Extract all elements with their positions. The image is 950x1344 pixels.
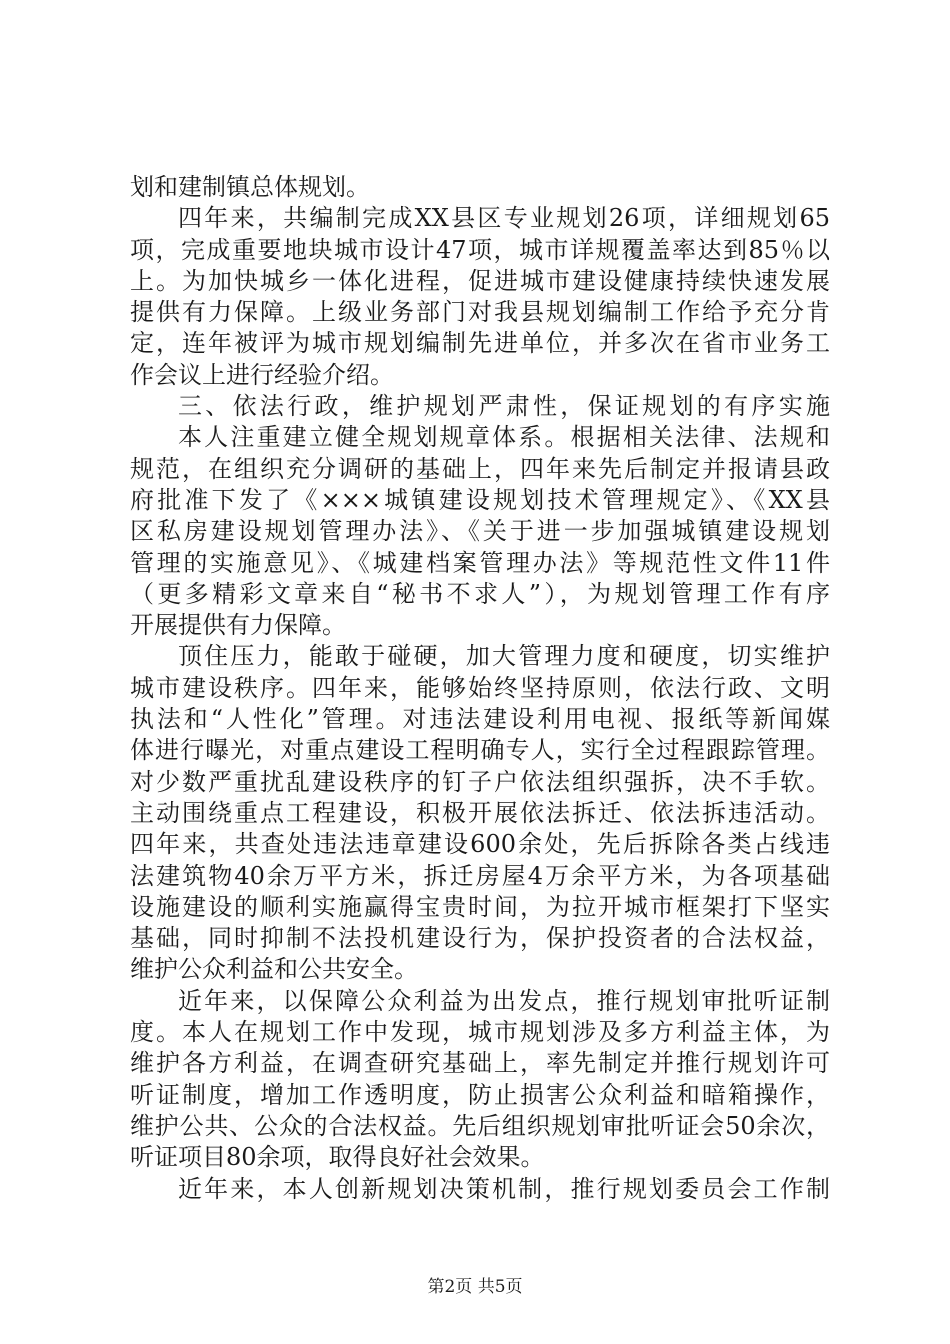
text-line: 体进行曝光，对重点建设工程明确专人，实行全过程跟踪管理。	[130, 736, 830, 765]
text-line: 三、依法行政，维护规划严肃性，保证规划的有序实施	[178, 392, 830, 421]
document-body	[130, 172, 830, 1205]
text-line: 定，连年被评为城市规划编制先进单位，并多次在省市业务工	[130, 329, 830, 358]
text-line: 规范，在组织充分调研的基础上，四年来先后制定并报请县政	[130, 454, 830, 483]
text-line: 法建筑物40余万平方米，拆迁房屋4万余平方米，为各项基础	[130, 861, 830, 890]
text-line: 维护公共、公众的合法权益。先后组织规划审批听证会50余次，	[130, 1111, 830, 1140]
text-line: 设施建设的顺利实施赢得宝贵时间，为拉开城市框架打下坚实	[130, 892, 830, 921]
text-line: 开展提供有力保障。	[130, 611, 346, 640]
text-line: 维护公众利益和公共安全。	[130, 955, 418, 984]
text-line: 听证项目80余项，取得良好社会效果。	[130, 1143, 545, 1172]
text-line: 顶住压力，能敢于碰硬，加大管理力度和硬度，切实维护	[178, 642, 830, 671]
text-line: 划和建制镇总体规划。	[130, 173, 370, 201]
text-line: 主动围绕重点工程建设，积极开展依法拆迁、依法拆违活动。	[130, 798, 830, 827]
text-line: 维护各方利益，在调查研究基础上，率先制定并推行规划许可	[130, 1049, 830, 1078]
text-line: 管理的实施意见》、《城建档案管理办法》等规范性文件11件	[130, 548, 830, 577]
text-line: 四年来，共编制完成XX县区专业规划26项，详细规划65	[178, 204, 830, 233]
text-line: 作会议上进行经验介绍。	[130, 360, 394, 389]
text-line: 区私房建设规划管理办法》、《关于进一步加强城镇建设规划	[130, 517, 830, 546]
text-line: 近年来，以保障公众利益为出发点，推行规划审批听证制	[178, 986, 830, 1015]
text-line: 上。为加快城乡一体化进程，促进城市建设健康持续快速发展	[130, 266, 830, 295]
text-line: 本人注重建立健全规划规章体系。根据相关法律、法规和	[178, 423, 830, 452]
text-line: 基础，同时抑制不法投机建设行为，保护投资者的合法权益，	[130, 924, 830, 953]
text-line: 近年来，本人创新规划决策机制，推行规划委员会工作制	[178, 1174, 830, 1203]
text-line: 项，完成重要地块城市设计47项，城市详规覆盖率达到85％以	[130, 235, 830, 264]
page-footer: 第2页 共5页	[427, 1277, 523, 1297]
text-line: 执法和“人性化”管理。对违法建设利用电视、报纸等新闻媒	[130, 705, 830, 734]
text-line: 四年来，共查处违法违章建设600余处，先后拆除各类占线违	[130, 830, 830, 859]
text-line: 府批准下发了《×××城镇建设规划技术管理规定》、《XX县	[130, 485, 830, 514]
text-line: 听证制度，增加工作透明度，防止损害公众利益和暗箱操作，	[130, 1080, 830, 1109]
text-line: 对少数严重扰乱建设秩序的钉子户依法组织强拆，决不手软。	[130, 767, 830, 796]
text-line: 提供有力保障。上级业务部门对我县规划编制工作给予充分肯	[130, 298, 830, 327]
text-line: 城市建设秩序。四年来，能够始终坚持原则，依法行政、文明	[130, 673, 830, 702]
text-line: （更多精彩文章来自“秘书不求人”），为规划管理工作有序	[130, 579, 830, 608]
text-line: 度。本人在规划工作中发现，城市规划涉及多方利益主体，为	[130, 1018, 830, 1047]
